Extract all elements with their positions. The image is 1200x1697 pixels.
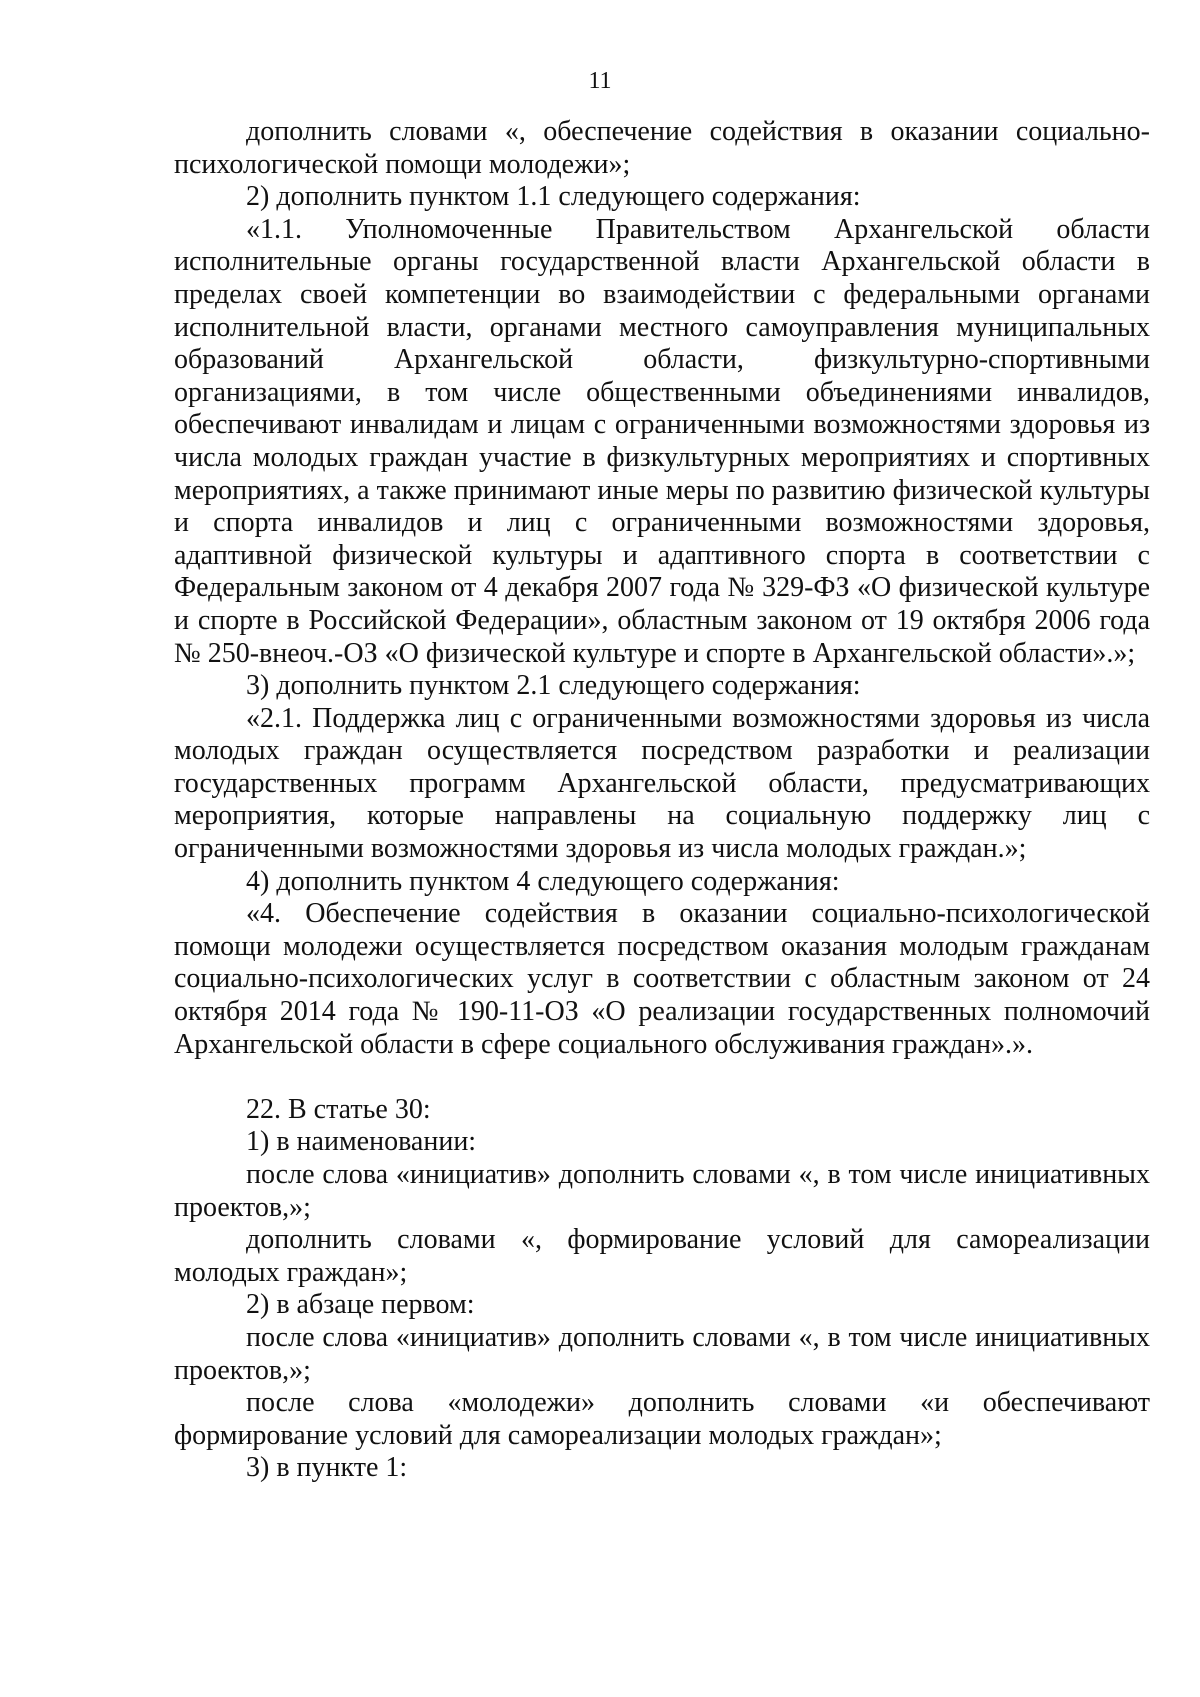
paragraph: «4. Обеспечение содействия в оказании социально-психологической помощи молодежи осуществляется посредством оказания молодым гражданам социально-психологических услуг в соответствии с областным законом от 24 октября 2014 года № 190-11-ОЗ «О реализации государственных полномочий Архангельской области в сфере социального обслуживания граждан».». xyxy=(174,898,1150,1060)
article-heading: 22. В статье 30: xyxy=(246,1093,431,1125)
paragraph: «2.1. Поддержка лиц с ограниченными возможностями здоровья из числа молодых граждан осуществляется посредством разработки и реализации государственных программ Архангельской области, предусматривающих мероприятия, которые направлены на социальную поддержку лиц с ограниченными возможностями здоровья из числа молодых граждан.»; xyxy=(174,702,1150,865)
paragraph: 3) в пункте 1: xyxy=(246,1452,408,1484)
paragraph: дополнить словами «, обеспечение содействия в оказании социально-психологической помощи молодежи»; xyxy=(174,116,1150,180)
paragraph: 2) дополнить пунктом 1.1 следующего содержания: xyxy=(246,181,861,213)
document-body xyxy=(174,116,1150,1485)
paragraph: дополнить словами «, формирование условий для самореализации молодых граждан»; xyxy=(174,1224,1150,1288)
page-number: 11 xyxy=(588,68,612,94)
paragraph: после слова «инициатив» дополнить словами «, в том числе инициативных проектов,»; xyxy=(174,1159,1150,1223)
paragraph: 1) в наименовании: xyxy=(246,1126,477,1158)
paragraph: 4) дополнить пунктом 4 следующего содержания: xyxy=(246,865,840,897)
paragraph: 2) в абзаце первом: xyxy=(246,1289,475,1321)
paragraph: «1.1. Уполномоченные Правительством Архангельской области исполнительные органы государственной власти Архангельской области в пределах своей компетенции во взаимодействии с федеральными органами исполнительной власти, органами местного самоуправления муниципальных образований Архангельской области, физкультурно-спортивными организациями, в том числе общественными объединениями инвалидов, обеспечивают инвалидам и лицам с ограниченными возможностями здоровья из числа молодых граждан участие в физкультурных мероприятиях и спортивных мероприятиях, а также принимают иные меры по развитию физической культуры и спорта инвалидов и лиц с ограниченными возможностями здоровья, адаптивной физической культуры и адаптивного спорта в соответствии с Федеральным законом от 4 декабря 2007 года № 329-ФЗ «О физической культуре и спорте в Российской Федерации», областным законом от 19 октября 2006 года № 250-внеоч.-ОЗ «О физической культуре и спорте в Архангельской области».»; xyxy=(174,213,1150,669)
paragraph-spacer xyxy=(174,1061,1150,1094)
paragraph: 3) дополнить пунктом 2.1 следующего содержания: xyxy=(246,670,861,702)
paragraph: после слова «молодежи» дополнить словами «и обеспечивают формирование условий для самореализации молодых граждан»; xyxy=(174,1387,1150,1451)
paragraph: после слова «инициатив» дополнить словами «, в том числе инициативных проектов,»; xyxy=(174,1321,1150,1386)
